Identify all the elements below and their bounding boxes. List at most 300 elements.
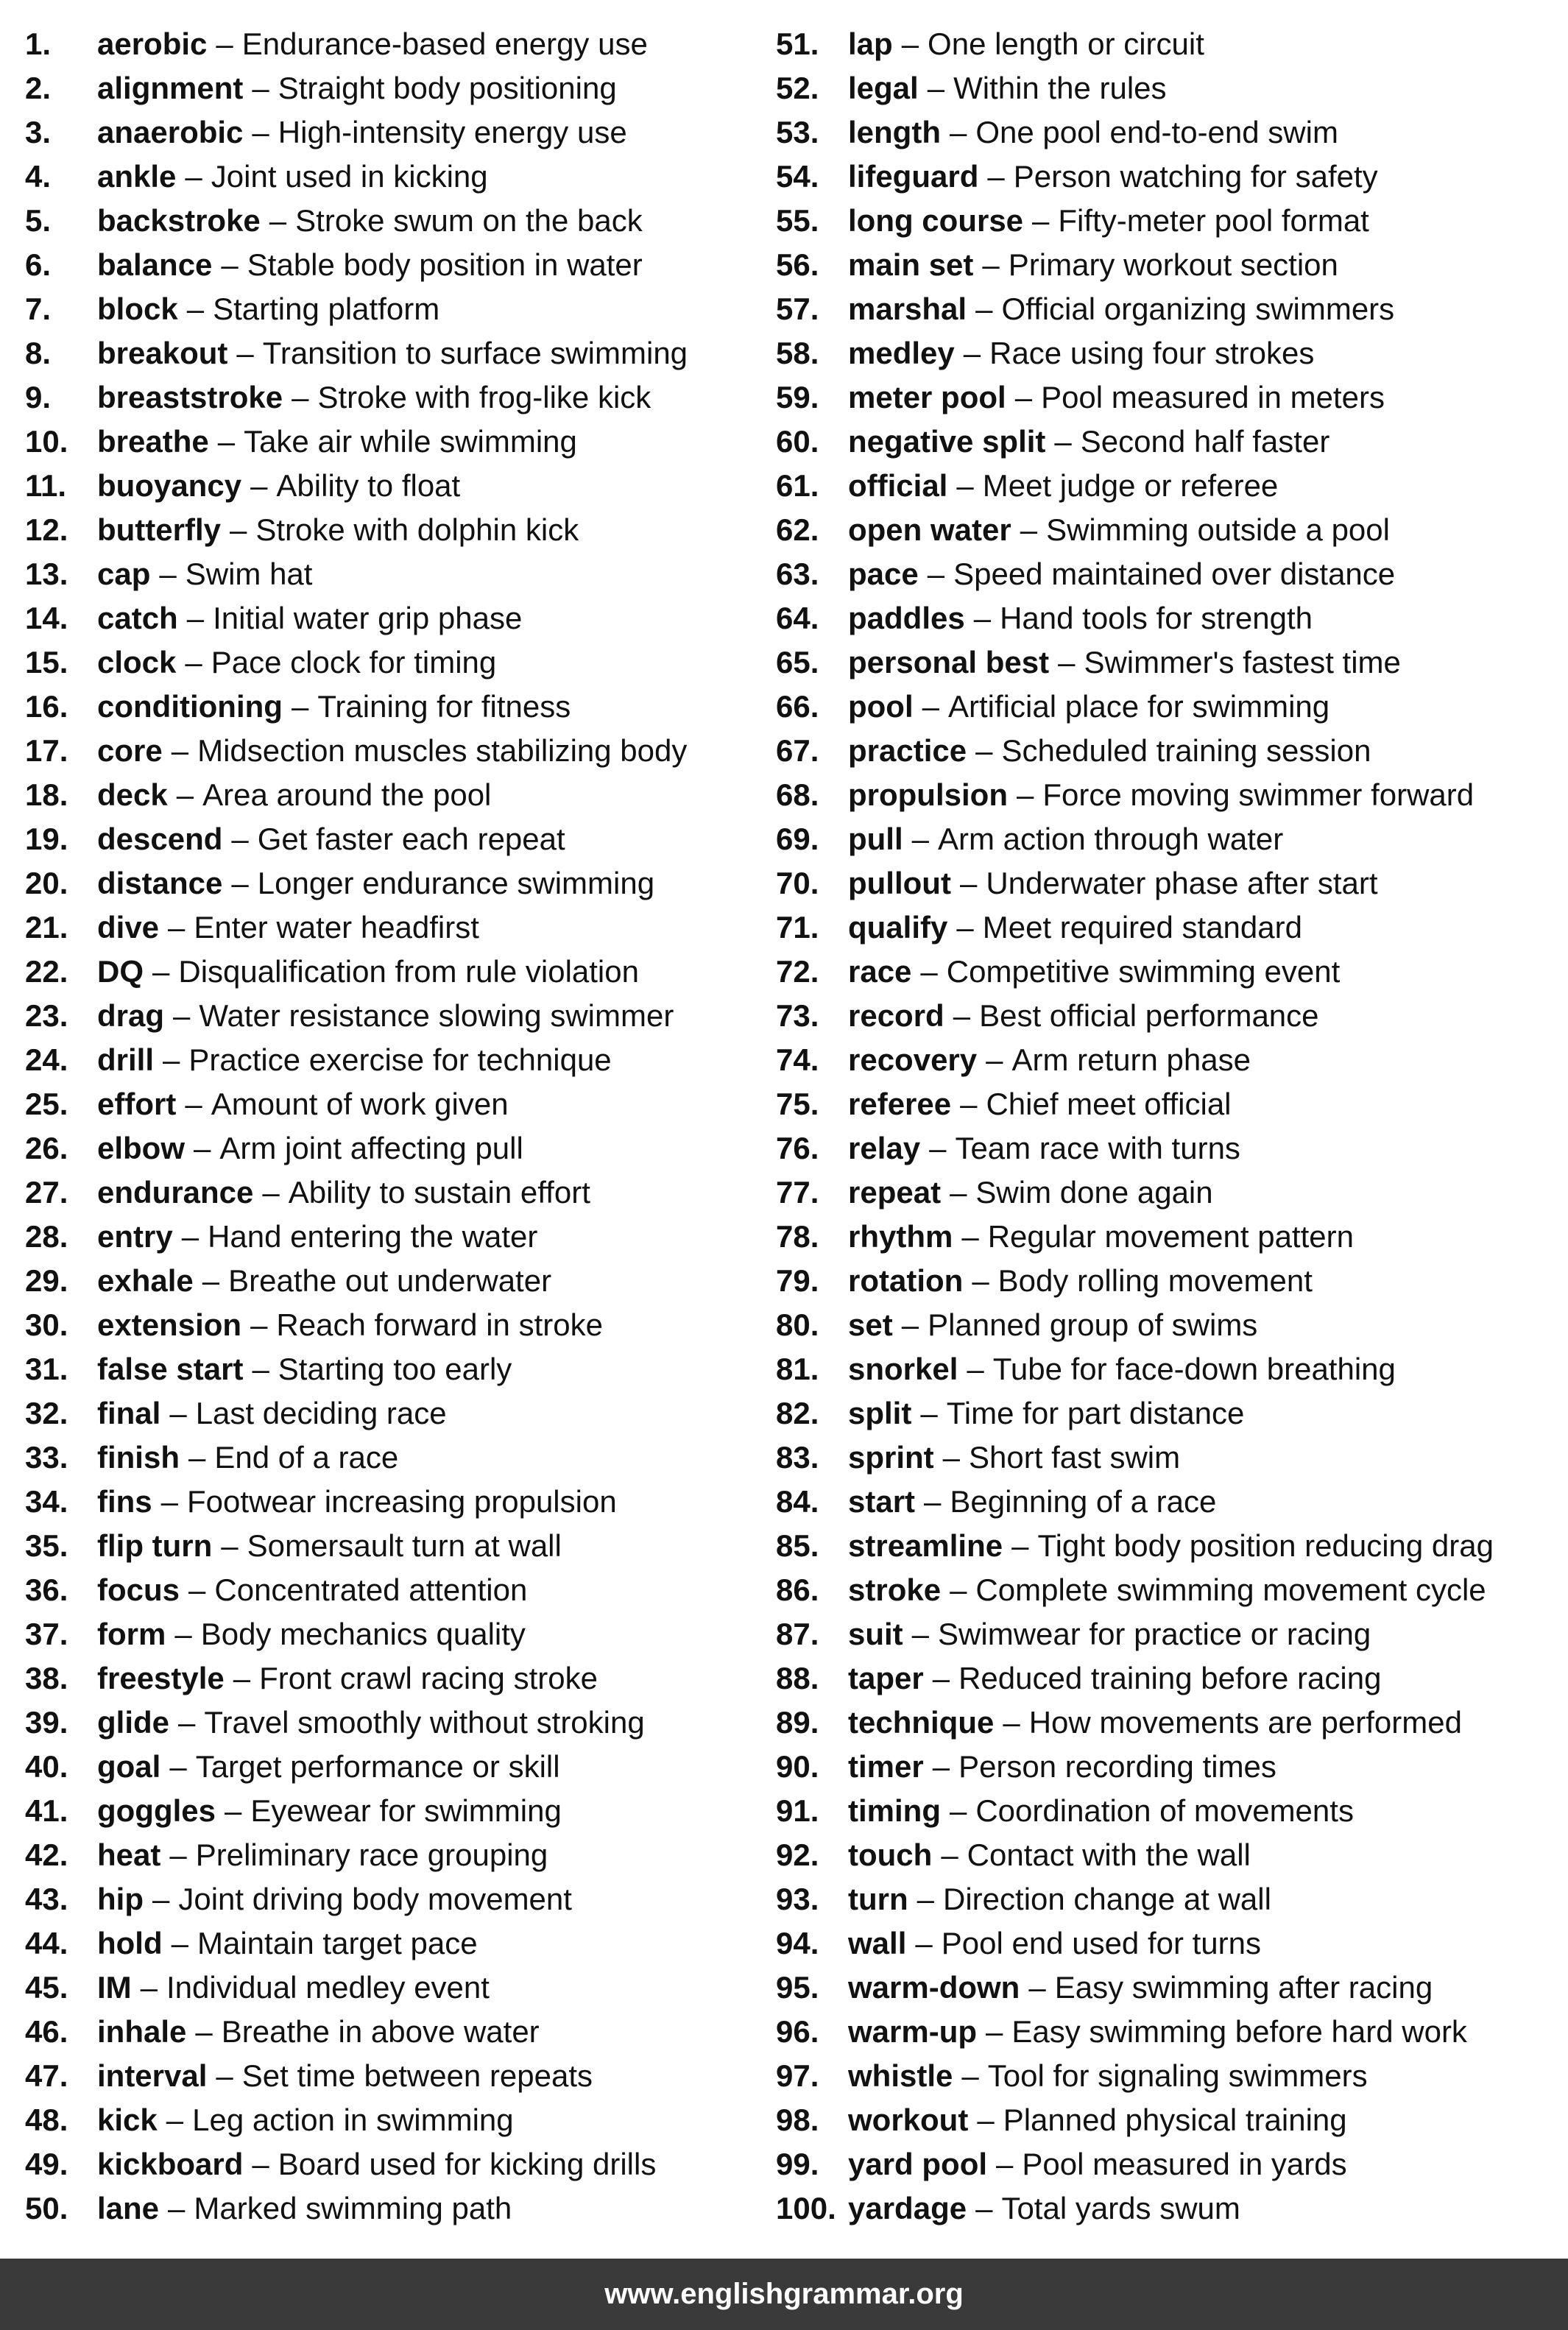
item-term: yard pool <box>848 2147 988 2181</box>
item-term: lifeguard <box>848 159 979 194</box>
item-term: effort <box>97 1087 177 1121</box>
item-definition: Transition to surface swimming <box>262 336 688 370</box>
item-term: anaerobic <box>97 115 244 149</box>
item-separator: – <box>194 1131 211 1165</box>
item-definition: One length or circuit <box>928 27 1204 61</box>
item-definition: End of a race <box>214 1440 399 1475</box>
item-term: hip <box>97 1882 144 1916</box>
item-definition: Training for fitness <box>317 689 571 724</box>
item-number: 34. <box>25 1484 68 1519</box>
item-separator: – <box>973 601 992 635</box>
item-number: 86. <box>776 1572 819 1607</box>
item-separator: – <box>911 822 930 856</box>
item-definition: Regular movement pattern <box>987 1219 1354 1254</box>
item-definition: Primary workout section <box>1008 247 1338 282</box>
item-number: 26. <box>25 1131 68 1165</box>
list-item <box>776 1303 1564 1347</box>
item-number: 65. <box>776 645 819 679</box>
item-number: 67. <box>776 733 819 768</box>
item-definition: Second half faster <box>1080 424 1330 459</box>
item-separator: – <box>160 1484 179 1519</box>
item-separator: – <box>163 1042 180 1077</box>
item-number: 83. <box>776 1440 819 1475</box>
list-item <box>25 596 761 640</box>
item-separator: – <box>927 557 945 591</box>
item-number: 57. <box>776 292 819 326</box>
list-item <box>25 508 761 552</box>
item-term: recovery <box>848 1042 978 1077</box>
item-separator: – <box>230 512 247 547</box>
item-term: cap <box>97 557 151 591</box>
item-definition: Practice exercise for technique <box>188 1042 612 1077</box>
item-number: 42. <box>25 1837 68 1872</box>
item-separator: – <box>986 1042 1003 1077</box>
item-definition: Beginning of a race <box>950 1484 1217 1519</box>
item-definition: Endurance-based energy use <box>241 27 648 61</box>
item-definition: How movements are performed <box>1028 1705 1462 1740</box>
item-definition: Meet judge or referee <box>982 468 1279 503</box>
list-item <box>776 950 1564 994</box>
item-term: breakout <box>97 336 228 370</box>
item-term: block <box>97 292 178 326</box>
item-term: yardage <box>848 2191 967 2225</box>
list-item <box>776 1524 1564 1568</box>
item-definition: Joint driving body movement <box>178 1882 572 1916</box>
item-number: 79. <box>776 1263 819 1298</box>
list-item <box>25 1436 761 1480</box>
list-item <box>25 1966 761 2010</box>
item-term: drill <box>97 1042 155 1077</box>
list-item <box>776 243 1564 287</box>
item-separator: – <box>922 689 939 724</box>
item-separator: – <box>924 1484 942 1519</box>
item-separator: – <box>929 1131 947 1165</box>
list-item <box>25 817 761 861</box>
item-term: breathe <box>97 424 209 459</box>
item-separator: – <box>216 27 233 61</box>
item-separator: – <box>942 1440 961 1475</box>
item-term: inhale <box>97 2014 187 2049</box>
item-definition: Set time between repeats <box>241 2058 593 2093</box>
list-item <box>25 861 761 905</box>
list-item <box>776 1436 1564 1480</box>
list-item <box>776 508 1564 552</box>
list-item <box>25 552 761 596</box>
item-definition: Maintain target pace <box>197 1926 478 1960</box>
item-separator: – <box>986 2014 1003 2049</box>
list-item <box>776 420 1564 464</box>
item-definition: Swim done again <box>975 1175 1213 1210</box>
item-term: pullout <box>848 866 951 900</box>
item-definition: Underwater phase after start <box>986 866 1378 900</box>
item-number: 71. <box>776 910 819 945</box>
item-separator: – <box>152 1882 170 1916</box>
item-separator: – <box>221 247 239 282</box>
list-item <box>776 1701 1564 1745</box>
list-item <box>776 905 1564 950</box>
item-definition: Stroke with frog-like kick <box>317 380 651 414</box>
item-definition: Reduced training before racing <box>958 1661 1382 1695</box>
item-definition: Straight body positioning <box>278 71 617 105</box>
item-term: marshal <box>848 292 967 326</box>
list-item <box>776 2142 1564 2186</box>
item-term: relay <box>848 1131 921 1165</box>
list-item <box>776 22 1564 66</box>
item-number: 97. <box>776 2058 819 2093</box>
item-definition: Stable body position in water <box>247 247 643 282</box>
item-number: 24. <box>25 1042 68 1077</box>
item-number: 18. <box>25 777 68 812</box>
item-number: 14. <box>25 601 68 635</box>
item-term: workout <box>848 2103 969 2137</box>
item-separator: – <box>252 71 269 105</box>
item-number: 4. <box>25 159 52 194</box>
item-separator: – <box>174 1617 192 1651</box>
list-item <box>776 1126 1564 1171</box>
item-number: 95. <box>776 1970 819 2005</box>
item-separator: – <box>901 27 919 61</box>
item-separator: – <box>1016 777 1034 812</box>
item-separator: – <box>217 424 236 459</box>
item-number: 19. <box>25 822 68 856</box>
item-term: touch <box>848 1837 933 1872</box>
item-number: 27. <box>25 1175 68 1210</box>
item-number: 1. <box>25 27 52 61</box>
item-number: 66. <box>776 689 819 724</box>
item-term: hold <box>97 1926 163 1960</box>
list-item <box>25 2010 761 2054</box>
item-number: 46. <box>25 2014 68 2049</box>
item-term: streamline <box>848 1528 1003 1563</box>
item-separator: – <box>975 292 993 326</box>
list-item <box>25 994 761 1038</box>
item-definition: Area around the pool <box>202 777 492 812</box>
item-separator: – <box>188 1440 206 1475</box>
item-term: taper <box>848 1661 924 1695</box>
item-term: paddles <box>848 601 965 635</box>
list-item <box>25 331 761 375</box>
list-item <box>776 66 1564 110</box>
list-item <box>25 1833 761 1877</box>
item-separator: – <box>159 557 177 591</box>
list-item <box>776 1568 1564 1612</box>
item-term: descend <box>97 822 223 856</box>
item-definition: Body rolling movement <box>997 1263 1313 1298</box>
item-separator: – <box>956 910 974 945</box>
item-definition: Tube for face-down breathing <box>992 1352 1396 1386</box>
item-number: 11. <box>25 468 67 503</box>
list-item <box>25 1082 761 1126</box>
item-term: elbow <box>97 1131 186 1165</box>
item-definition: Easy swimming after racing <box>1054 1970 1433 2005</box>
list-item <box>25 729 761 773</box>
item-separator: – <box>168 2191 186 2225</box>
item-number: 16. <box>25 689 68 724</box>
item-definition: Starting platform <box>213 292 440 326</box>
item-separator: – <box>950 1572 967 1607</box>
item-number: 87. <box>776 1617 819 1651</box>
item-separator: – <box>1011 1528 1029 1563</box>
list-item <box>776 2098 1564 2142</box>
item-definition: Fifty-meter pool format <box>1058 203 1369 238</box>
list-item <box>776 375 1564 420</box>
item-term: butterfly <box>97 512 221 547</box>
item-number: 49. <box>25 2147 68 2181</box>
item-term: freestyle <box>97 1661 225 1695</box>
list-item <box>25 1568 761 1612</box>
item-term: lap <box>848 27 893 61</box>
item-definition: Arm action through water <box>938 822 1284 856</box>
item-term: finish <box>97 1440 180 1475</box>
item-definition: Enter water headfirst <box>194 910 479 945</box>
item-number: 75. <box>776 1087 819 1121</box>
item-number: 77. <box>776 1175 819 1210</box>
item-number: 53. <box>776 115 819 149</box>
item-number: 35. <box>25 1528 68 1563</box>
item-number: 61. <box>776 468 819 503</box>
item-definition: Pool measured in meters <box>1041 380 1385 414</box>
item-term: long course <box>848 203 1024 238</box>
item-term: false start <box>97 1352 244 1386</box>
item-separator: – <box>915 1926 933 1960</box>
item-separator: – <box>252 2147 269 2181</box>
item-term: turn <box>848 1882 908 1916</box>
item-definition: Stroke with dolphin kick <box>255 512 579 547</box>
item-definition: Hand tools for strength <box>1000 601 1313 635</box>
item-number: 96. <box>776 2014 819 2049</box>
item-number: 94. <box>776 1926 819 1960</box>
item-definition: Arm joint affecting pull <box>219 1131 523 1165</box>
list-item <box>25 905 761 950</box>
list-item <box>776 1259 1564 1303</box>
list-item <box>25 1921 761 1966</box>
item-term: length <box>848 115 941 149</box>
item-term: heat <box>97 1837 161 1872</box>
item-term: ankle <box>97 159 177 194</box>
item-definition: Tight body position reducing drag <box>1037 1528 1494 1563</box>
item-term: glide <box>97 1705 170 1740</box>
list-item <box>25 640 761 685</box>
item-number: 70. <box>776 866 819 900</box>
item-definition: Speed maintained over distance <box>953 557 1396 591</box>
item-number: 38. <box>25 1661 68 1695</box>
item-term: goal <box>97 1749 161 1784</box>
item-separator: – <box>250 468 268 503</box>
item-definition: Swimwear for practice or racing <box>938 1617 1371 1651</box>
item-number: 55. <box>776 203 819 238</box>
item-definition: Time for part distance <box>946 1396 1245 1430</box>
list-item <box>776 2054 1564 2098</box>
item-separator: – <box>1014 380 1033 414</box>
item-term: open water <box>848 512 1011 547</box>
item-term: meter pool <box>848 380 1006 414</box>
item-term: extension <box>97 1307 242 1342</box>
item-number: 48. <box>25 2103 68 2137</box>
item-definition: Easy swimming before hard work <box>1011 2014 1467 2049</box>
list-item <box>25 66 761 110</box>
item-separator: – <box>233 1661 251 1695</box>
item-term: sprint <box>848 1440 934 1475</box>
item-definition: Chief meet official <box>986 1087 1232 1121</box>
item-separator: – <box>920 1396 938 1430</box>
item-definition: Scheduled training session <box>1001 733 1371 768</box>
list-item <box>776 1171 1564 1215</box>
list-item <box>776 2186 1564 2231</box>
item-term: race <box>848 954 912 989</box>
right-column <box>776 22 1564 2231</box>
item-number: 13. <box>25 557 68 591</box>
item-number: 54. <box>776 159 819 194</box>
item-number: 90. <box>776 1749 819 1784</box>
list-item <box>25 1038 761 1082</box>
list-item <box>776 464 1564 508</box>
item-separator: – <box>1028 1970 1046 2005</box>
item-separator: – <box>961 1219 979 1254</box>
item-term: lane <box>97 2191 160 2225</box>
item-term: propulsion <box>848 777 1008 812</box>
item-number: 43. <box>25 1882 68 1916</box>
item-number: 81. <box>776 1352 819 1386</box>
item-term: record <box>848 998 944 1033</box>
item-term: kick <box>97 2103 158 2137</box>
item-definition: One pool end-to-end swim <box>975 115 1338 149</box>
item-number: 3. <box>25 115 52 149</box>
list-item <box>776 1966 1564 2010</box>
item-definition: Competitive swimming event <box>946 954 1341 989</box>
item-number: 73. <box>776 998 819 1033</box>
item-number: 15. <box>25 645 68 679</box>
list-item <box>25 110 761 155</box>
item-separator: – <box>169 1837 187 1872</box>
item-number: 22. <box>25 954 68 989</box>
item-term: personal best <box>848 645 1050 679</box>
list-item <box>25 155 761 199</box>
item-definition: Last deciding race <box>195 1396 447 1430</box>
item-separator: – <box>202 1263 220 1298</box>
item-definition: Stroke swum on the back <box>295 203 643 238</box>
list-item <box>25 420 761 464</box>
item-definition: Pace clock for timing <box>211 645 497 679</box>
list-item <box>776 596 1564 640</box>
item-definition: Somersault turn at wall <box>247 1528 562 1563</box>
item-definition: Longer endurance swimming <box>257 866 655 900</box>
item-term: qualify <box>848 910 948 945</box>
list-item <box>25 2098 761 2142</box>
item-separator: – <box>982 247 1000 282</box>
item-definition: Ability to float <box>276 468 461 503</box>
item-term: timing <box>848 1793 941 1828</box>
item-term: fins <box>97 1484 152 1519</box>
item-term: rhythm <box>848 1219 953 1254</box>
list-item <box>776 1391 1564 1436</box>
item-definition: Preliminary race grouping <box>195 1837 548 1872</box>
item-term: balance <box>97 247 213 282</box>
list-item <box>776 994 1564 1038</box>
item-number: 44. <box>25 1926 68 1960</box>
item-number: 56. <box>776 247 819 282</box>
item-number: 78. <box>776 1219 819 1254</box>
item-definition: Ability to sustain effort <box>288 1175 590 1210</box>
item-separator: – <box>262 1175 280 1210</box>
item-number: 45. <box>25 1970 68 2005</box>
item-separator: – <box>250 1307 268 1342</box>
list-item <box>25 1656 761 1701</box>
item-term: aerobic <box>97 27 208 61</box>
item-separator: – <box>188 1572 206 1607</box>
list-item <box>25 2186 761 2231</box>
list-item <box>25 1171 761 1215</box>
item-separator: – <box>252 1352 269 1386</box>
item-number: 93. <box>776 1882 819 1916</box>
item-separator: – <box>920 954 938 989</box>
item-separator: – <box>171 733 189 768</box>
item-separator: – <box>181 1219 199 1254</box>
item-number: 7. <box>25 292 52 326</box>
item-separator: – <box>176 777 194 812</box>
list-item <box>776 1215 1564 1259</box>
item-definition: Swim hat <box>185 557 313 591</box>
item-definition: Short fast swim <box>969 1440 1181 1475</box>
item-definition: Take air while swimming <box>244 424 577 459</box>
item-term: split <box>848 1396 912 1430</box>
item-separator: – <box>956 468 974 503</box>
item-term: focus <box>97 1572 180 1607</box>
item-number: 99. <box>776 2147 819 2181</box>
item-definition: Planned physical training <box>1003 2103 1347 2137</box>
list-item <box>776 199 1564 243</box>
item-definition: Pool end used for turns <box>941 1926 1262 1960</box>
list-item <box>25 1745 761 1789</box>
item-definition: Initial water grip phase <box>213 601 523 635</box>
item-term: pull <box>848 822 903 856</box>
item-number: 74. <box>776 1042 819 1077</box>
item-separator: – <box>231 866 249 900</box>
item-term: start <box>848 1484 916 1519</box>
item-number: 37. <box>25 1617 68 1651</box>
item-separator: – <box>225 1793 242 1828</box>
item-separator: – <box>169 1396 187 1430</box>
item-definition: Breathe out underwater <box>228 1263 552 1298</box>
item-definition: Person recording times <box>958 1749 1276 1784</box>
item-term: endurance <box>97 1175 254 1210</box>
item-number: 62. <box>776 512 819 547</box>
item-term: IM <box>97 1970 132 2005</box>
item-definition: Contact with the wall <box>967 1837 1251 1872</box>
item-term: medley <box>848 336 955 370</box>
item-separator: – <box>932 1661 950 1695</box>
item-definition: Leg action in swimming <box>192 2103 514 2137</box>
item-number: 76. <box>776 1131 819 1165</box>
list-item <box>25 464 761 508</box>
item-number: 40. <box>25 1749 68 1784</box>
list-item <box>25 1789 761 1833</box>
list-item <box>25 243 761 287</box>
item-separator: – <box>186 601 205 635</box>
item-separator: – <box>949 115 967 149</box>
item-number: 52. <box>776 71 819 105</box>
item-number: 10. <box>25 424 68 459</box>
item-definition: Direction change at wall <box>943 1882 1271 1916</box>
item-definition: Person watching for safety <box>1013 159 1378 194</box>
item-term: backstroke <box>97 203 261 238</box>
item-definition: Hand entering the water <box>208 1219 538 1254</box>
item-separator: – <box>917 1882 935 1916</box>
item-term: distance <box>97 866 223 900</box>
item-definition: Coordination of movements <box>975 1793 1354 1828</box>
list-item <box>25 685 761 729</box>
item-definition: Breathe in above water <box>221 2014 540 2049</box>
list-item <box>776 861 1564 905</box>
